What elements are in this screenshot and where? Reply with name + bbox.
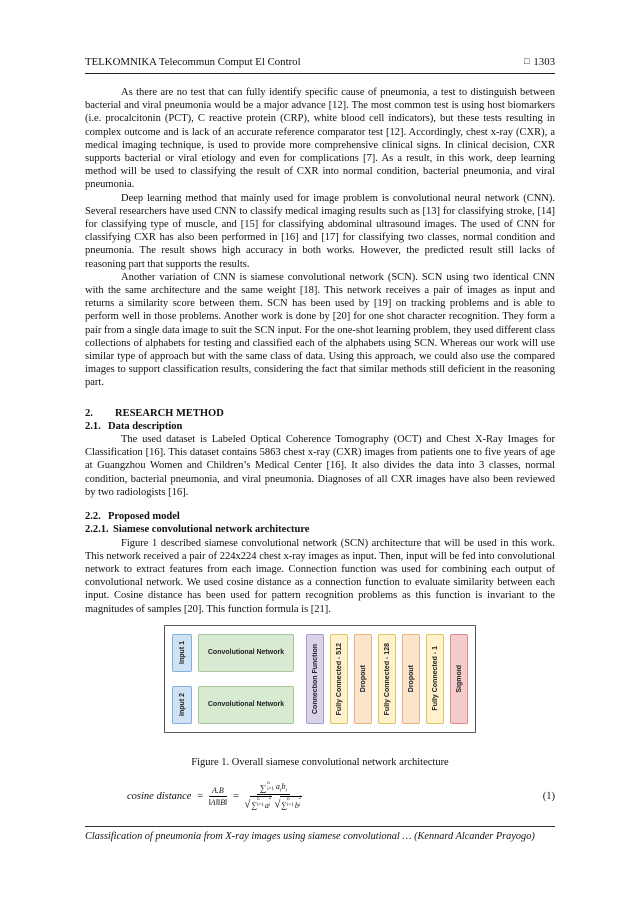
page-header (85, 56, 555, 74)
section-heading-research-method (85, 407, 555, 420)
sup-sub-a (269, 796, 272, 809)
dropout-block-2 (402, 634, 420, 724)
section-title: Data description (108, 420, 183, 432)
dropout-label-1: Dropout (359, 665, 367, 693)
sum-upper: n (267, 780, 270, 786)
sigma-symbol: ∑ (259, 783, 267, 794)
branch-2 (172, 686, 294, 724)
figure-1-diagram (164, 625, 476, 733)
dropout-label-2: Dropout (407, 665, 415, 693)
fully-connected-128-block (378, 634, 396, 724)
index-i: i (268, 802, 271, 808)
fraction-denominator (244, 795, 302, 811)
fraction-numerator (257, 782, 290, 796)
intro-paragraph-1: As there are no test that can fully identify specific cause of pneumonia, a test to distinguish between bacterial and viral pneumonia would be a major advance [12]. The most common test is using host biomarkers (i.e. procalcitonin (PCT), C reactive protein (CRP), white blood cell indicators), but these tests resulting in complex outcome and is lack of an accurate reference comparator test [12]. Accordingly, chest x-ray (CXR), a medical imaging technique, is used to provide more comprehensive clinical signs. In clinical decision, CXR supports bacterial or viral etiology and even for complications [7]. As a result, in this work, deep learning method will be used to classifying the result of CXR into normal condition, bacterial pneumonia, and viral pneumonia. (85, 87, 555, 191)
index-i: i (279, 787, 282, 794)
radicand-a (250, 796, 272, 810)
sum-limits (287, 797, 294, 809)
sum-limits (257, 797, 264, 809)
fraction-numerator: A.B (209, 786, 227, 797)
page-marker-icon: □ (523, 56, 530, 66)
equation-lhs: cosine distance (127, 790, 192, 802)
section-title: Proposed model (108, 511, 180, 523)
sum-lower: i=1 (267, 786, 274, 792)
sup-sub-b (299, 796, 302, 809)
radical-icon: √ (244, 798, 251, 811)
equation-cosine-distance (85, 782, 555, 811)
section-heading-proposed-model (85, 510, 555, 523)
page-number: 1303 (533, 56, 555, 68)
var-b: b (281, 781, 286, 791)
figure-1 (85, 625, 555, 733)
scn-architecture-body: Figure 1 described siamese convolutional network (SCN) architecture that will be used in this work. This network received a pair of 224x224 chest x-ray images as input. Then, input will be fed into convolutional network to extract features from each image. Connection function was used for combining each output of convolutional network. We used cosine distance as a connection function to evaluate similarity between each input. Cosine distance has been used for pattern recognition problems as this function is invariant to the magnitudes of samples [20]. This function formula is [21]. (85, 537, 555, 615)
section-title: RESEARCH METHOD (115, 407, 224, 419)
running-title: Classification of pneumonia from X-ray images using siamese convolutional … (Kennard Alcander Prayogo) (85, 831, 535, 842)
section-number: 2.1. (85, 420, 101, 432)
section-number: 2.2.1. (85, 524, 109, 536)
connection-function-block (306, 634, 324, 724)
fully-connected-512-label: Fully Connected - 512 (335, 642, 343, 715)
radicand-b (280, 796, 302, 810)
section-heading-data-description (85, 420, 555, 433)
dropout-block-1 (354, 634, 372, 724)
input-2-label: Input 2 (178, 693, 186, 717)
head-pipeline (306, 634, 468, 724)
fully-connected-512-block (330, 634, 348, 724)
index-i: i (285, 787, 287, 794)
sigmoid-block (450, 634, 468, 724)
data-description-body: The used dataset is Labeled Optical Coherence Tomography (OCT) and Chest X-Ray Images for Classification [16]. This dataset contains 5863 chest x-ray (CXR) images from patients one to five years of age at Guangzhou Women and Children’s Medical Center [16]. It also divides the data into 3 classes, normal condition, bacterial pneumonia, and viral pneumonia. Diagnoses of all CXR images have also been reviewed by two radiologists [16]. (85, 434, 555, 498)
sigma-symbol: ∑ (281, 800, 288, 810)
convolutional-network-block-2: Convolutional Network (198, 686, 294, 724)
journal-title: TELKOMNIKA Telecommun Comput El Control (85, 56, 301, 68)
convolutional-network-block-1: Convolutional Network (198, 634, 294, 672)
sqrt-term-b (274, 796, 302, 811)
sigmoid-label: Sigmoid (455, 664, 463, 693)
figure-1-caption: Figure 1. Overall siamese convolutional network architecture (191, 756, 449, 768)
input-2-block (172, 686, 192, 724)
section-title: Siamese convolutional network architecture (113, 524, 310, 536)
fraction-summation (244, 782, 302, 811)
var-b: b (294, 800, 299, 810)
sigma-symbol: ∑ (251, 800, 258, 810)
input-1-block (172, 634, 192, 672)
fully-connected-128-label: Fully Connected - 128 (383, 642, 391, 715)
var-a: a (264, 800, 269, 810)
intro-paragraph-2: Deep learning method that mainly used for image problem is convolutional neural network (CNN). Several researchers have used CNN to classify medical imaging results such as [13] for classifying stroke, [14] for classifying type of muscle, and [15] for classifying abdominal ultrasound images. The used of CNN for classifying CXR has also been performed in [16] and [17] for classifying two classes, normal condition and pneumonia. The result shows high accuracy in both works. However, the predicted result still lacks of reasoning part that supports the results. (85, 192, 555, 270)
fraction-denominator: ‖A‖‖B‖ (208, 797, 228, 807)
index-i: i (298, 802, 301, 808)
section-number: 2. (85, 407, 93, 419)
branch-1 (172, 634, 294, 672)
fraction-dot-product (209, 786, 228, 807)
fully-connected-1-block (426, 634, 444, 724)
page-number-group (524, 56, 555, 68)
fully-connected-1-label: Fully Connected - 1 (431, 646, 439, 711)
connection-function-label: Connection Function (311, 643, 319, 714)
sum-lower: i=1 (287, 803, 294, 809)
sum-lower: i=1 (257, 803, 264, 809)
radical-icon: √ (274, 798, 281, 811)
exponent-2: 2 (268, 796, 272, 802)
page-content (85, 56, 555, 811)
sum-upper: n (287, 797, 290, 803)
page-footer (85, 826, 555, 842)
equals-sign: = (196, 790, 204, 802)
sum-upper: n (257, 797, 260, 803)
equation-body (127, 782, 302, 811)
section-number: 2.2. (85, 511, 101, 523)
section-heading-scn-architecture (85, 523, 555, 536)
term-ab (276, 782, 287, 794)
equals-sign: = (232, 790, 240, 802)
siamese-branches (172, 634, 294, 724)
input-1-label: Input 1 (178, 641, 186, 665)
var-a: a (275, 781, 280, 791)
exponent-2: 2 (298, 796, 302, 802)
equation-number: (1) (542, 790, 555, 802)
sqrt-term-a (244, 796, 272, 811)
sum-limits (267, 781, 274, 793)
intro-paragraph-3: Another variation of CNN is siamese convolutional network (SCN). SCN using two identical CNN with the same architecture and the same weight [18]. This network receives a pair of images as input and returns a similarity score between them. SCN has been used by [19] on tracking problems and is able to perform well in those problems. Another work is done by [20] for one shot character recognition. They form a pair from a single data image to suit the SCN input. For the one-shot learning problem, they used different class collections of alphabets for testing and classified each of the alphabets using SCN. Whereas our work will use similar type of approach but with the same class of data. Using this approach, we could also use the compared images to support classification results, considering the fact that similar methods still deficient in the reasoning part. (85, 271, 555, 389)
